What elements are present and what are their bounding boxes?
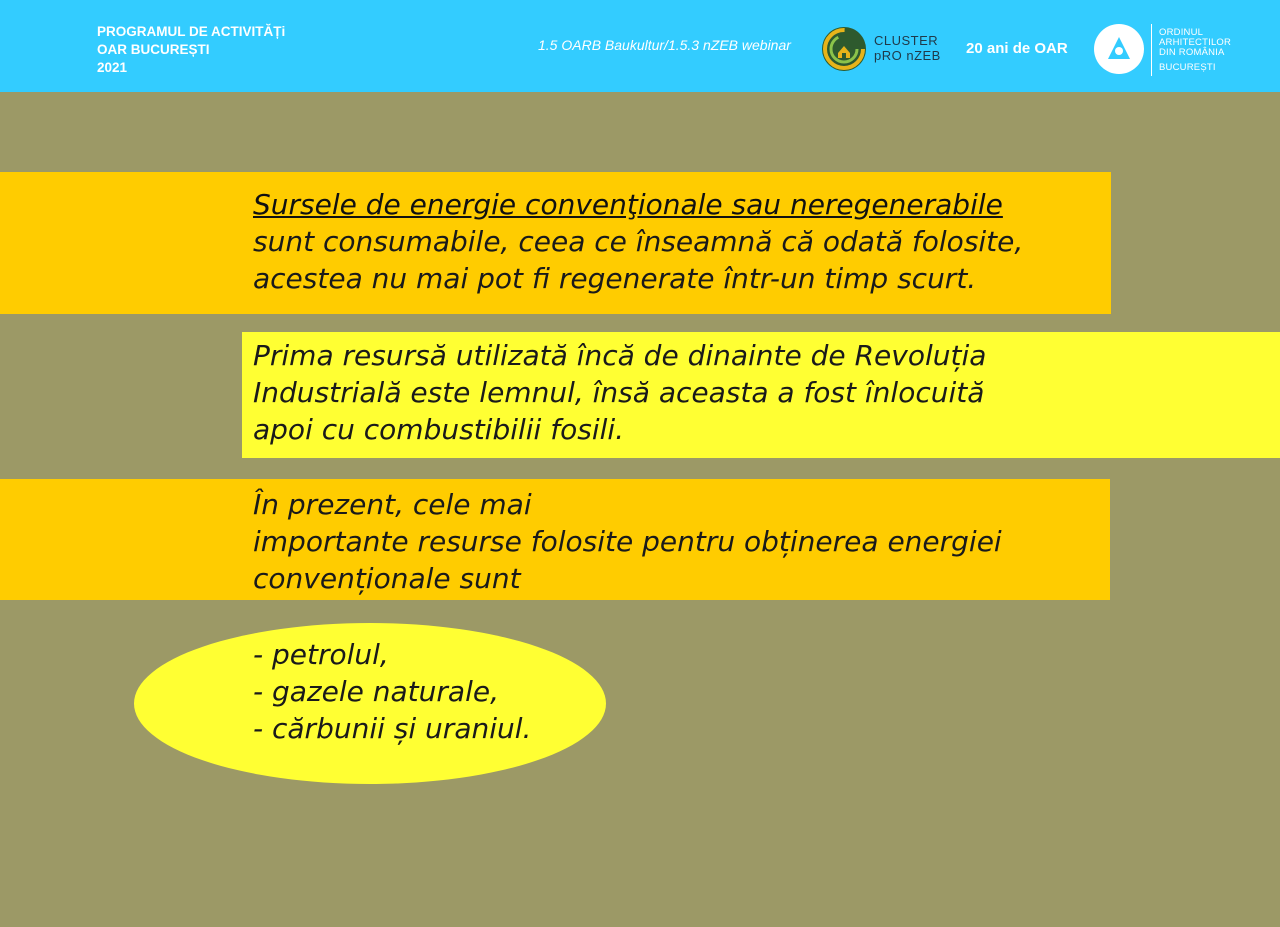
resources-list — [253, 636, 531, 747]
oar-line: ARHITECTILOR — [1159, 37, 1232, 48]
anniversary-label: 20 ani de OAR — [966, 40, 1068, 57]
oar-logo-icon — [1094, 24, 1144, 74]
oar-logo-text — [1159, 28, 1231, 73]
header-bar — [0, 0, 1280, 92]
industrial-revolution-text — [253, 337, 986, 448]
list-item: - gazele naturale, — [253, 675, 499, 708]
list-item: - petrolul, — [253, 638, 389, 671]
conventional-energy-text — [253, 186, 1023, 297]
text-line: convenționale sunt — [253, 562, 521, 595]
program-title — [97, 23, 285, 77]
oar-city: BUCUREȘTI — [1159, 62, 1216, 73]
block-title: Sursele de energie convenţionale sau neregenerabile — [253, 188, 1003, 221]
logo-divider — [1151, 24, 1152, 76]
program-line: 2021 — [97, 60, 128, 75]
current-resources-text — [253, 486, 1002, 597]
text-line: importante resurse folosite pentru obținerea energiei — [253, 525, 1002, 558]
program-line: OAR BUCUREȘTI — [97, 42, 210, 57]
text-line: Prima resursă utilizată încă de dinainte de Revoluția — [253, 339, 987, 372]
cluster-pro-nzeb-logo-icon — [821, 26, 867, 72]
text-line: Industrială este lemnul, însă aceasta a fost înlocuită — [253, 376, 985, 409]
cluster-line: pRO nZEB — [874, 48, 941, 63]
list-item: - cărbunii și uraniul. — [253, 712, 532, 745]
text-line: sunt consumabile, ceea ce înseamnă că odată folosite, — [253, 225, 1024, 258]
cluster-line: CLUSTER — [874, 33, 939, 48]
program-line: PROGRAMUL DE ACTIVITĂȚi — [97, 24, 286, 39]
webinar-label: 1.5 OARB Baukultur/1.5.3 nZEB webinar — [538, 37, 791, 53]
oar-line: DIN ROMÂNIA — [1159, 47, 1225, 58]
text-line: În prezent, cele mai — [253, 488, 532, 521]
cluster-logo-text — [874, 33, 941, 63]
text-line: acestea nu mai pot fi regenerate într-un timp scurt. — [253, 262, 977, 295]
text-line: apoi cu combustibilii fosili. — [253, 413, 625, 446]
oar-line: ORDINUL — [1159, 27, 1204, 38]
